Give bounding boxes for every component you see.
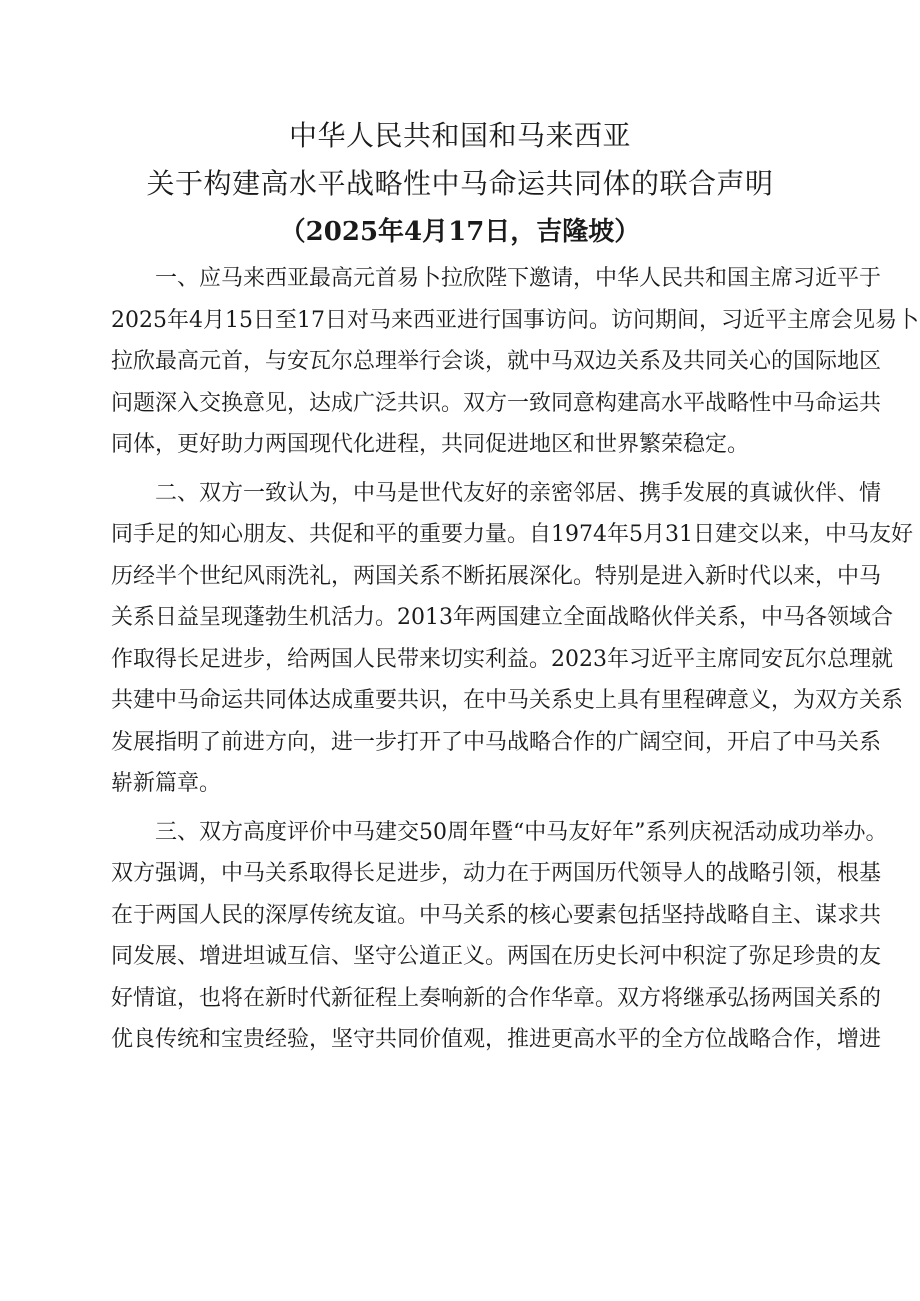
paragraph-3 xyxy=(111,812,888,1061)
paragraph-line: 二、双方一致认为，中马是世代友好的亲密邻居、携手发展的真诚伙伴、情 xyxy=(155,480,882,506)
paragraph-line: 在于两国人民的深厚传统友谊。中马关系的核心要素包括坚持战略自主、谋求共 xyxy=(111,902,882,928)
paragraph-line: 问题深入交换意见，达成广泛共识。双方一致同意构建高水平战略性中马命运共 xyxy=(111,390,882,416)
paragraph-line: 同体，更好助力两国现代化进程，共同促进地区和世界繁荣稳定。 xyxy=(111,432,750,457)
paragraph-line: 一、应马来西亚最高元首易卜拉欣陛下邀请，中华人民共和国主席习近平于 xyxy=(155,266,882,291)
paragraph-line: 共建中马命运共同体达成重要共识，在中马关系史上具有里程碑意义，为双方关系 xyxy=(111,688,904,713)
title-line-1: 中华人民共和国和马来西亚 xyxy=(288,119,631,152)
paragraph-line: 崭新篇章。 xyxy=(111,771,222,796)
paragraph-2 xyxy=(111,473,913,805)
paragraph-line: 作取得长足进步，给两国人民带来切实利益。2023年习近平主席同安瓦尔总理就 xyxy=(111,646,893,672)
paragraph-line: 同手足的知心朋友、共促和平的重要力量。自1974年5月31日建交以来，中马友好 xyxy=(111,522,913,547)
paragraph-line: 拉欣最高元首，与安瓦尔总理举行会谈，就中马双边关系及共同关心的国际地区 xyxy=(111,349,882,374)
document-title xyxy=(0,112,920,256)
title-date: （2025年4月17日，吉隆坡） xyxy=(279,217,641,247)
paragraph-line: 好情谊，也将在新时代新征程上奏响新的合作华章。双方将继承弘扬两国关系的 xyxy=(111,985,882,1011)
paragraph-1 xyxy=(111,258,919,466)
document-body xyxy=(111,258,919,1061)
paragraph-line: 三、双方高度评价中马建交50周年暨“中马友好年”系列庆祝活动成功举办。 xyxy=(155,819,888,845)
paragraph-line: 双方强调，中马关系取得长足进步，动力在于两国历代领导人的战略引领，根基 xyxy=(111,861,882,886)
title-line-2: 关于构建高水平战略性中马命运共同体的联合声明 xyxy=(146,167,774,200)
paragraph-line: 2025年4月15日至17日对马来西亚进行国事访问。访问期间，习近平主席会见易卜 xyxy=(111,307,919,333)
paragraph-line: 优良传统和宝贵经验，坚守共同价值观，推进更高水平的全方位战略合作，增进 xyxy=(111,1027,882,1052)
paragraph-line: 同发展、增进坦诚互信、坚守公道正义。两国在历史长河中积淀了弥足珍贵的友 xyxy=(111,944,882,969)
paragraph-line: 发展指明了前进方向，进一步打开了中马战略合作的广阔空间，开启了中马关系 xyxy=(111,729,882,755)
paragraph-line: 历经半个世纪风雨洗礼，两国关系不断拓展深化。特别是进入新时代以来，中马 xyxy=(111,563,882,589)
paragraph-line: 关系日益呈现蓬勃生机活力。2013年两国建立全面战略伙伴关系，中马各领域合 xyxy=(111,605,893,630)
